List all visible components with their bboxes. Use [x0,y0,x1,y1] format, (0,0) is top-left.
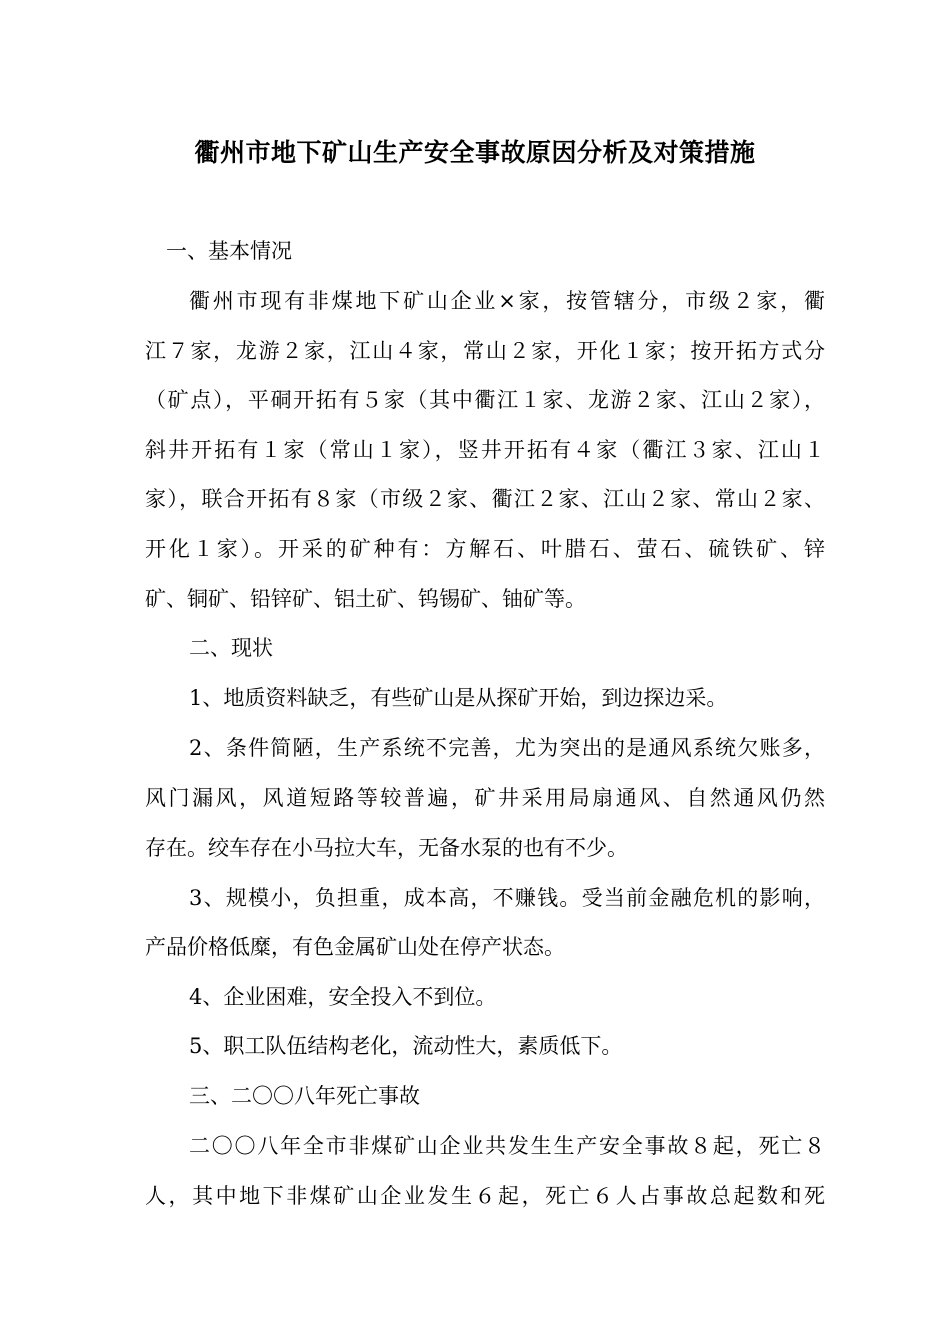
paragraph-line: 1、地质资料缺乏，有些矿山是从探矿开始，到边探边采。 [189,686,728,710]
section-heading-2: 二、现状 [189,636,273,660]
paragraph-line: 5、职工队伍结构老化，流动性大，素质低下。 [189,1034,623,1058]
paragraph-line: （矿点），平硐开拓有５家（其中衢江１家、龙游２家、江山２家）， [145,388,825,412]
paragraph-line: 风门漏风，风道短路等较普遍，矿井采用局扇通风、自然通风仍然 [145,786,825,810]
paragraph-line: 江７家，龙游２家，江山４家，常山２家，开化１家；按开拓方式分 [145,339,825,363]
paragraph-line: 衢州市现有非煤地下矿山企业×家，按管辖分，市级２家，衢 [189,289,825,313]
paragraph-line: 开化１家）。开采的矿种有：方解石、叶腊石、萤石、硫铁矿、锌 [145,537,825,561]
paragraph-line: 4、企业困难，安全投入不到位。 [189,985,497,1009]
paragraph-line: 家），联合开拓有８家（市级２家、衢江２家、江山２家、常山２家、 [145,487,825,511]
section-heading-3: 三、二〇〇八年死亡事故 [189,1084,420,1108]
paragraph-line: 矿、铜矿、铅锌矿、铝土矿、钨锡矿、铀矿等。 [145,587,586,611]
paragraph-line: 2、条件简陋，生产系统不完善，尤为突出的是通风系统欠账多， [189,736,825,760]
paragraph-line: 产品价格低糜，有色金属矿山处在停产状态。 [145,935,565,959]
paragraph-line: 存在。绞车存在小马拉大车，无备水泵的也有不少。 [145,836,628,860]
section-heading-1: 一、基本情况 [166,239,292,263]
paragraph-line: 人，其中地下非煤矿山企业发生６起，死亡６人占事故总起数和死 [145,1184,825,1208]
paragraph-line: 二〇〇八年全市非煤矿山企业共发生生产安全事故８起，死亡８ [189,1134,825,1158]
paragraph-line: 3、规模小，负担重，成本高，不赚钱。受当前金融危机的影响， [189,886,825,910]
paragraph-line: 斜井开拓有１家（常山１家），竖井开拓有４家（衢江３家、江山１ [145,438,825,462]
document-title: 衢州市地下矿山生产安全事故原因分析及对策措施 [194,138,756,167]
